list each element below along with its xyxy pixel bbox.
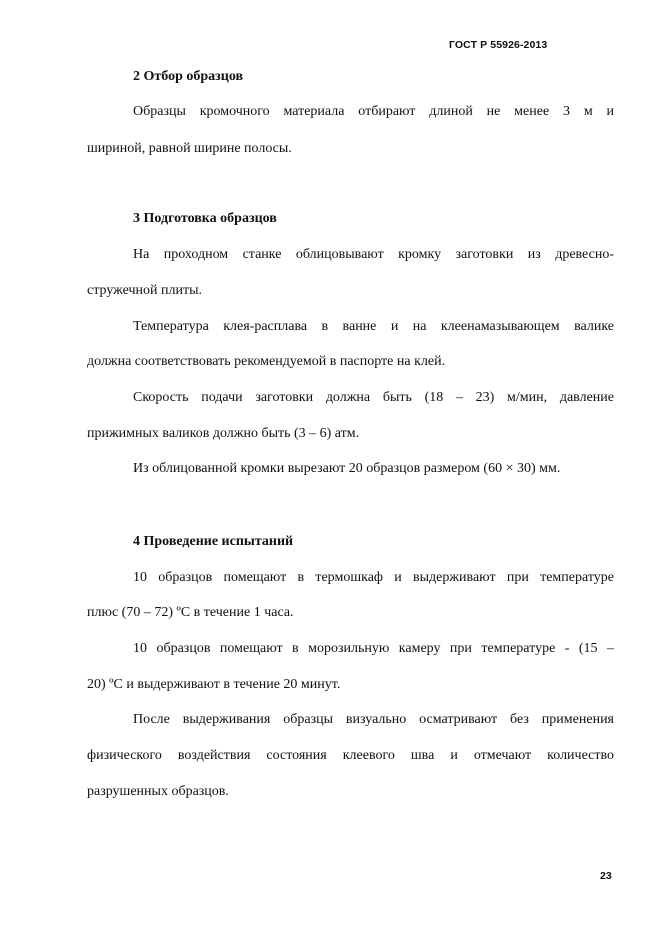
section-3-paragraph-1-line-2: стружечной плиты. [87, 283, 203, 298]
section-4-paragraph-2-line-1: 10 образцов помещают в морозильную камеру при температуре - (15 – [133, 641, 614, 656]
section-4-paragraph-2-line-2: 20) ºС и выдерживают в течение 20 минут. [87, 677, 341, 692]
section-3-paragraph-3-line-2: прижимных валиков должно быть (3 – 6) атм. [87, 426, 360, 441]
section-3-paragraph-2-line-1: Температура клея-расплава в ванне и на клеенамазывающем валике [133, 319, 614, 334]
section-3-paragraph-4-line-1: Из облицованной кромки вырезают 20 образцов размером (60 × 30) мм. [133, 461, 561, 476]
section-4-paragraph-1-line-1: 10 образцов помещают в термошкаф и выдерживают при температуре [133, 570, 614, 585]
section-4-heading: 4 Проведение испытаний [133, 534, 294, 549]
section-4-paragraph-3-line-3: разрушенных образцов. [87, 784, 229, 799]
section-4-paragraph-3-line-1: После выдерживания образцы визуально осматривают без применения [133, 712, 614, 727]
section-3-heading: 3 Подготовка образцов [133, 211, 277, 226]
section-3-paragraph-1-line-1: На проходном станке облицовывают кромку заготовки из древесно- [133, 247, 614, 262]
section-2-paragraph-1-line-2: шириной, равной ширине полосы. [87, 141, 292, 156]
page-number: 23 [600, 870, 612, 882]
section-4-paragraph-3-line-2: физического воздействия состояния клеевого шва и отмечают количество [87, 748, 614, 763]
section-2-paragraph-1-line-1: Образцы кромочного материала отбирают длиной не менее 3 м и [133, 104, 614, 119]
section-3-paragraph-3-line-1: Скорость подачи заготовки должна быть (18 – 23) м/мин, давление [133, 390, 614, 405]
section-3-paragraph-2-line-2: должна соответствовать рекомендуемой в паспорте на клей. [87, 354, 446, 369]
document-code: ГОСТ Р 55926-2013 [449, 39, 548, 51]
section-4-paragraph-1-line-2: плюс (70 – 72) ºС в течение 1 часа. [87, 605, 294, 620]
section-2-heading: 2 Отбор образцов [133, 69, 244, 84]
